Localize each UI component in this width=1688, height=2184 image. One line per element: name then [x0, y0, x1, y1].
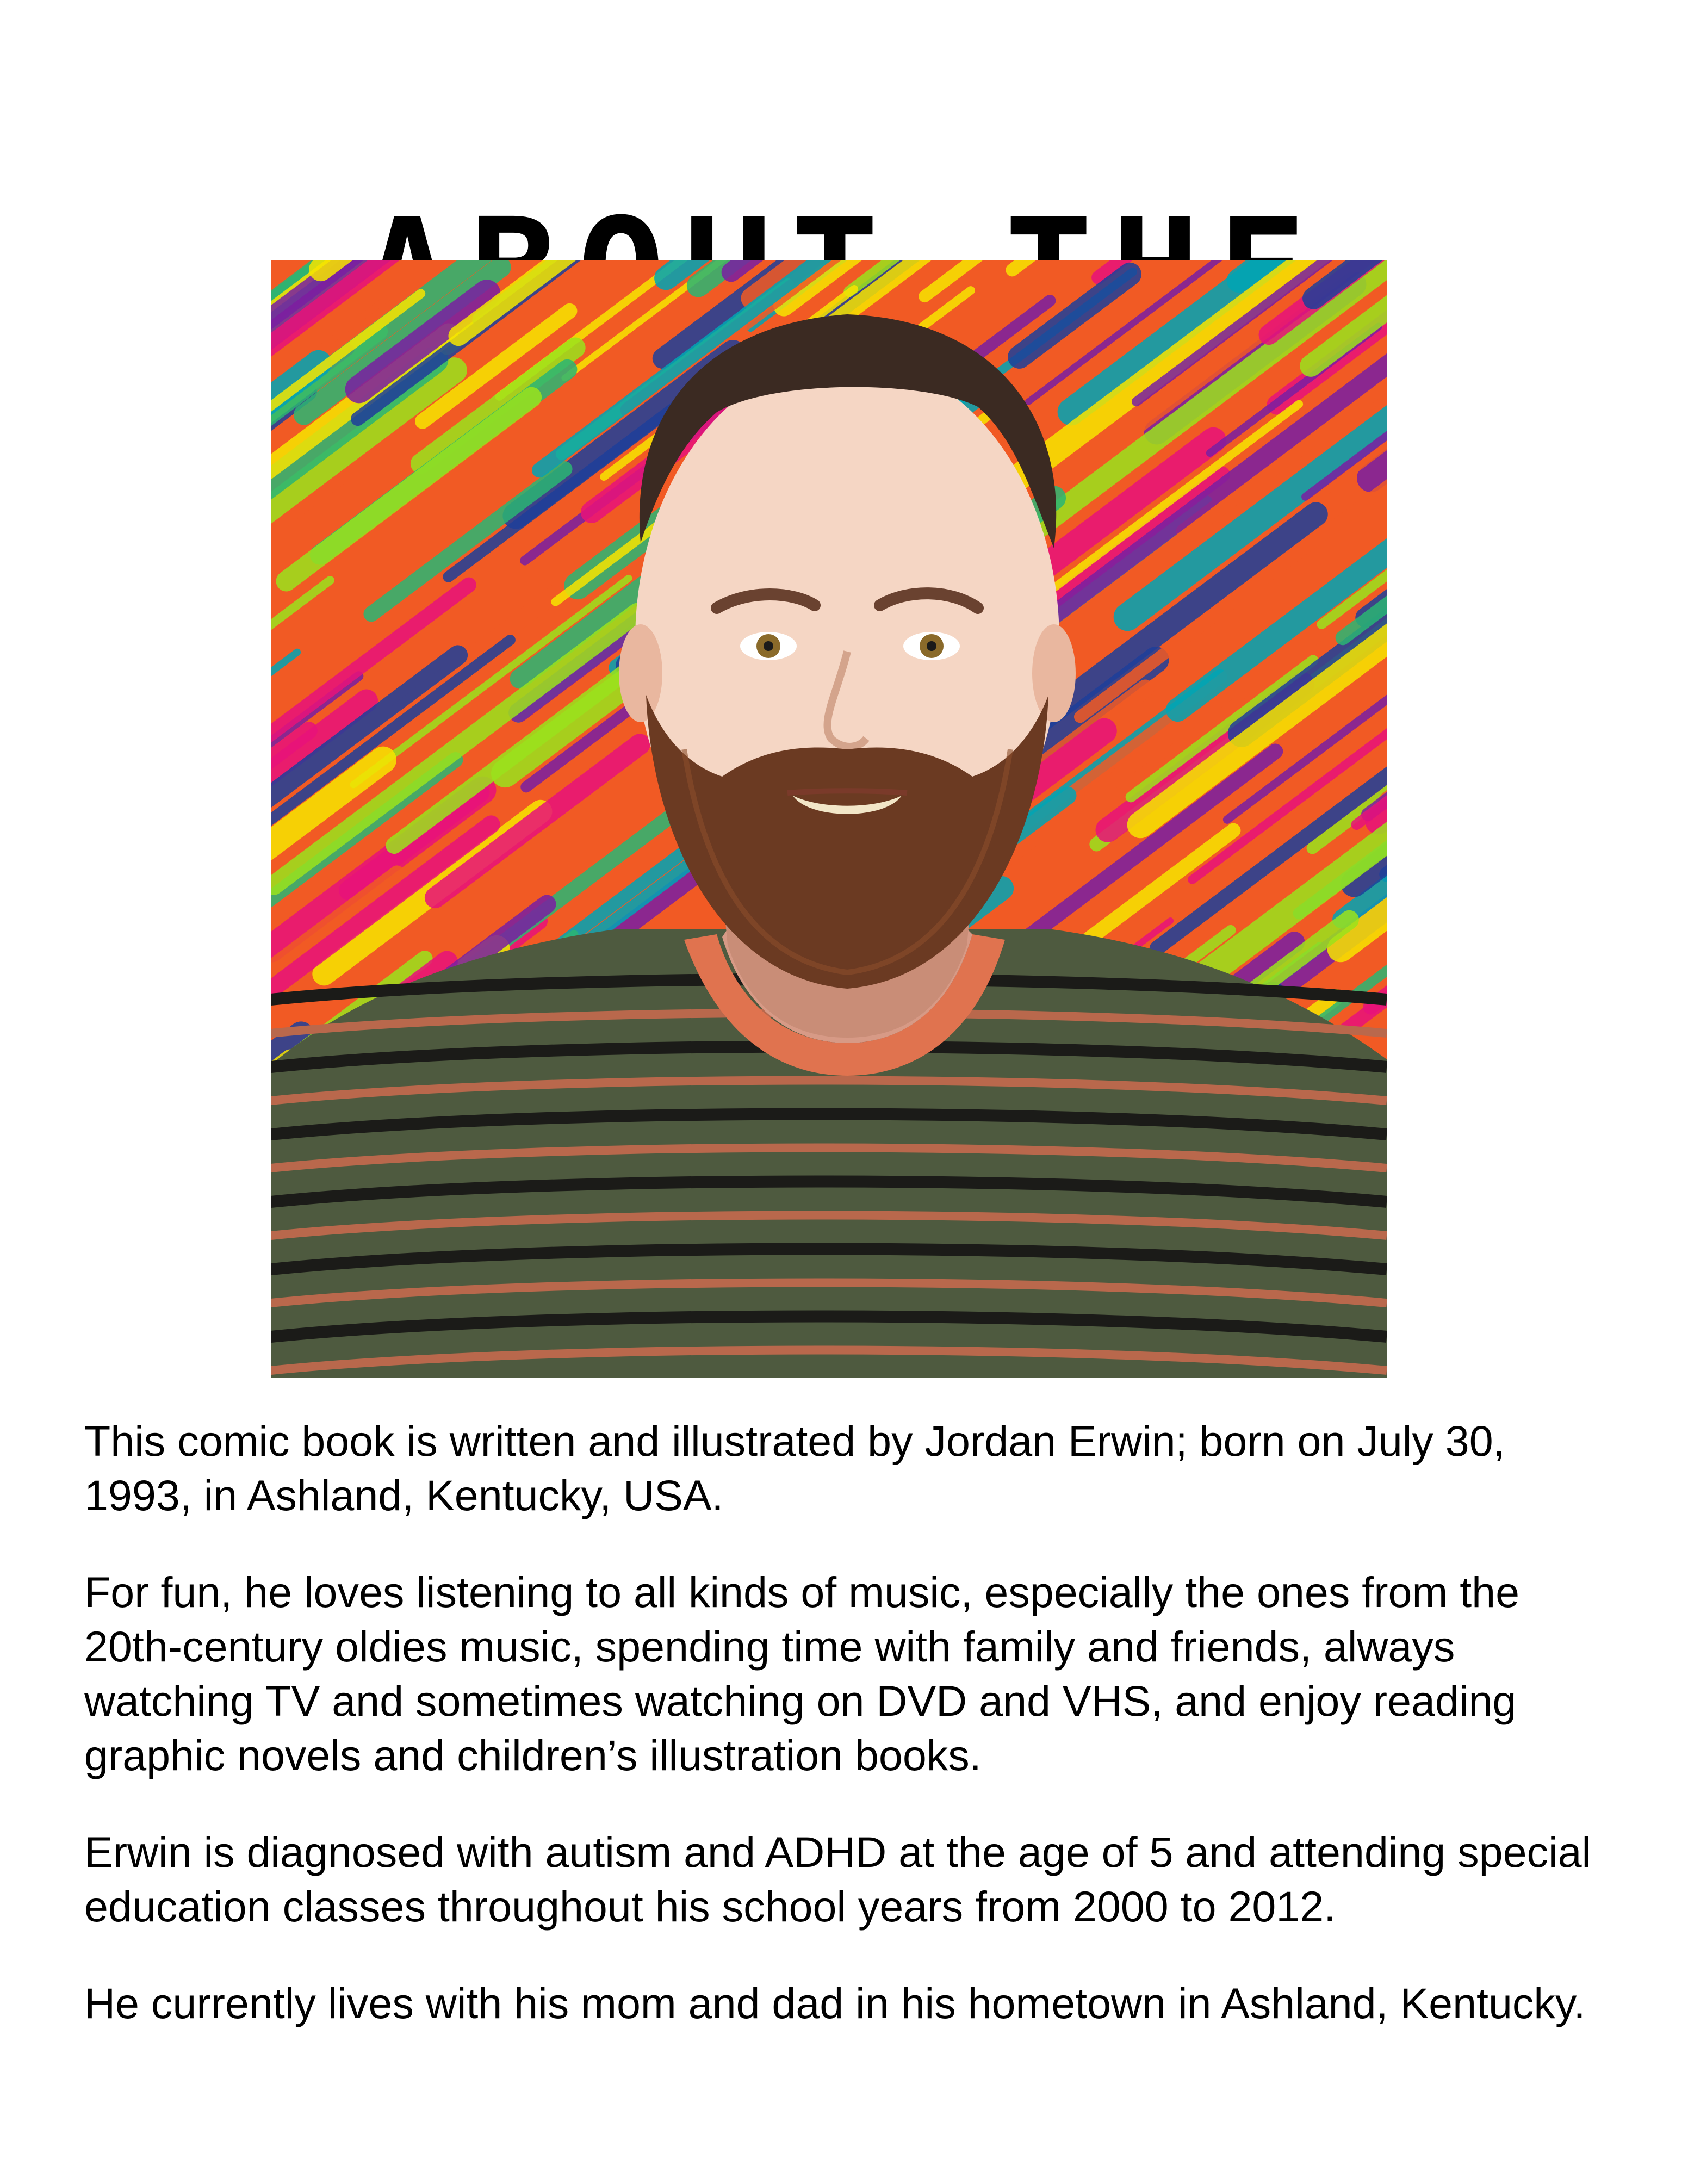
author-photo: [271, 260, 1387, 1378]
bio-paragraph-diagnosis: Erwin is diagnosed with autism and ADHD at the age of 5 and attending special education classes throughout his school years from 2000 to 2012.: [84, 1828, 1592, 1931]
author-portrait-icon: [271, 260, 1387, 1378]
bio-paragraph-hobbies: For fun, he loves listening to all kinds of music, especially the ones from the 20th-century oldies music, spending time with family and friends, always watching TV and sometimes watching on DVD and VHS, and enjoy reading graphic novels and children’s illustration books.: [84, 1568, 1520, 1779]
author-bio: [84, 1414, 1623, 2073]
bio-paragraph-residence: He currently lives with his mom and dad in his hometown in Ashland, Kentucky.: [84, 1979, 1586, 2027]
bio-paragraph-birth: This comic book is written and illustrated by Jordan Erwin; born on July 30, 1993, in Ashland, Kentucky, USA.: [84, 1417, 1505, 1519]
